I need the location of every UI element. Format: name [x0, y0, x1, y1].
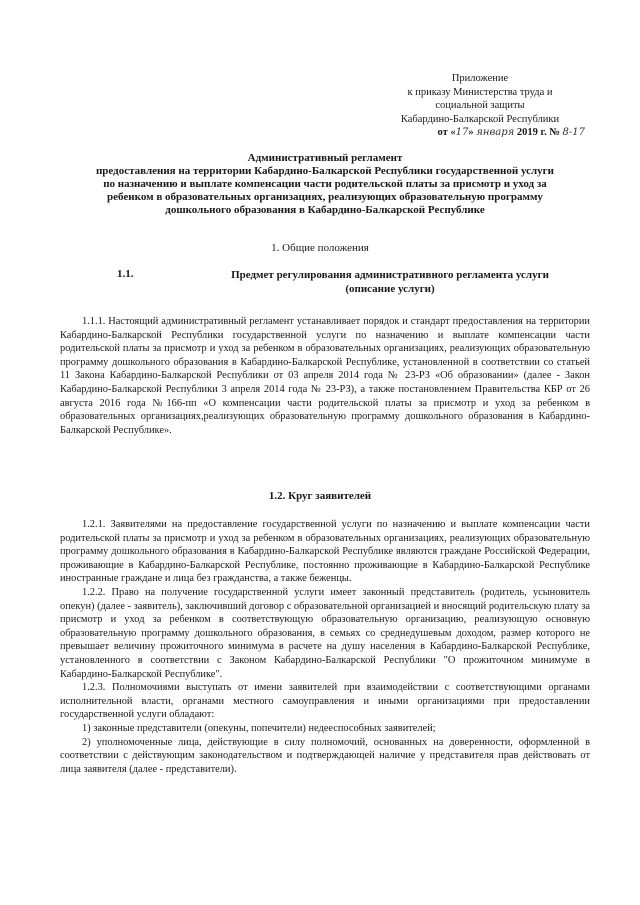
appendix-block: [375, 72, 585, 140]
section-1-2-heading: 1.2. Круг заявителей: [268, 490, 372, 502]
section-1-heading: 1. Общие положения: [271, 242, 369, 254]
document-title: [75, 152, 575, 217]
title-line-4: ребенком в образовательных организациях, реализующих образовательную программу: [107, 191, 543, 203]
title-line-1: Административный регламент: [247, 152, 403, 164]
section-1-2-body: [60, 518, 590, 776]
order-number-handwritten: 8-17: [562, 127, 585, 138]
subsection-1-1-title: [190, 268, 590, 296]
appendix-ministry-line: социальной защиты: [435, 100, 525, 111]
title-line-3: по назначению и выплате компенсации части родительской платы за присмотр и уход за: [103, 178, 547, 190]
paragraph-1-2-1: 1.2.1. Заявителями на предоставление государственной услуги по назначению и выплате компенсации части родительской платы за присмотр и уход за ребенком в образовательных организациях, реализующих образовательную программу дошкольного образования в Кабардино-Балкарской Республике являются граждане Российской Федерации, проживающие в Кабардино-Балкарской Республике, постоянно проживающие в Кабардино-Балкарской Республике иностранные граждане и лица без гражданства, а также беженцы.: [60, 519, 590, 585]
date-month-handwritten: января: [476, 127, 515, 138]
date-prefix: от «: [437, 127, 456, 138]
title-line-2: предоставления на территории Кабардино-Балкарской Республики государственной услуги: [95, 165, 555, 177]
paragraph-1-2-2: 1.2.2. Право на получение государственной услуги имеет законный представитель (родитель, усыновитель опекун) (далее - заявитель), заключивший договор с образовательной организацией и вносящий родительскую плату за присмотр и уход за ребенком в соответствующую образовательную организацию, реализующую основную образовательную программу дошкольного образования, в семьях со среднедушевым доходом, размер которого не превышает величину прожиточного минимума в расчете на душу населения в Кабардино-Балкарской Республике, установленного в соответствии с Законом Кабардино-Балкарской Республики "О прожиточном минимуме в Кабардино-Балкарской Республике".: [60, 586, 590, 680]
list-item-2: 2) уполномоченные лица, действующие в силу полномочий, основанных на доверенности, оформленной в соответствии с действующим законодательством и подтверждающей наличие у представителя прав действовать от лица заявителя (далее - представители).: [60, 736, 590, 775]
appendix-order-line: к приказу Министерства труда и: [407, 86, 553, 98]
subsection-1-1-number: 1.1.: [117, 268, 134, 280]
appendix-republic-line: Кабардино-Балкарской Республики: [400, 113, 560, 125]
paragraph-1-1-1: [60, 315, 590, 437]
list-item-1: 1) законные представители (опекуны, попечители) недееспособных заявителей;: [82, 722, 436, 734]
appendix-date-line: [375, 126, 585, 140]
title-line-5: дошкольного образования в Кабардино-Балкарской Республике: [165, 204, 485, 216]
paragraph-1-2-3: 1.2.3. Полномочиями выступать от имени заявителей при взаимодействии с соответствующими органами исполнительной власти, органами местного самоуправления и иными организациями при предоставлении государственной услуги обладают:: [60, 682, 590, 721]
subsection-title-line-1: Предмет регулирования административного регламента услуги: [231, 269, 549, 281]
date-year: 2019 г. №: [514, 127, 563, 138]
appendix-label: Приложение: [451, 73, 509, 84]
date-day-handwritten: 17: [455, 127, 469, 138]
subsection-title-line-2: (описание услуги): [345, 283, 435, 295]
paragraph-text: 1.1.1. Настоящий административный регламент устанавливает порядок и стандарт предоставления на территории Кабардино-Балкарской Республики государственной услуги по назначению и выплате компенсации части родительской платы за присмотр и уход за ребенком в образовательных организациях, реализующих образовательную программу дошкольного образования в Кабардино-Балкарской Республике, установленной в соответствии со статьей 11 Закона Кабардино-Балкарской Республики от 03 апреля 2014 года № 23-РЗ «Об образовании» (далее - Закон Кабардино-Балкарской Республики 3 апреля 2014 года № 23-РЗ), а также постановлением Правительства КБР от 26 августа 2016 года №166-пп «О компенсации части родительской платы за присмотр и уход за ребенком в образовательных организациях,реализующих образовательную программу дошкольного образования в Кабардино-Балкарской Республике».: [60, 316, 590, 436]
date-mid: »: [468, 127, 477, 138]
